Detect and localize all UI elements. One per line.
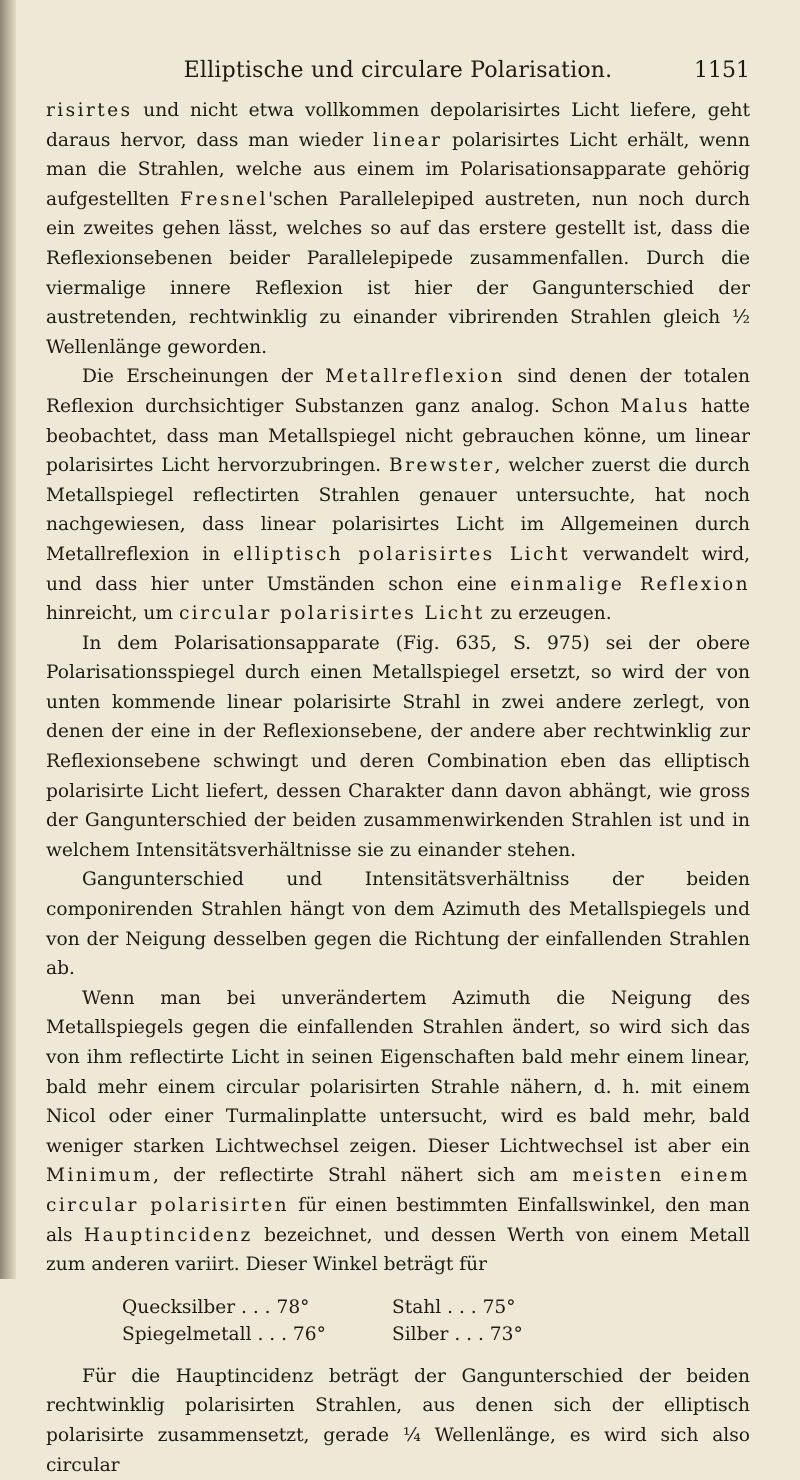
closing-paragraph	[46, 1362, 750, 1480]
page-number: 1151	[694, 58, 750, 83]
running-head	[46, 56, 750, 96]
spaced-emphasis: Fresnel	[179, 188, 269, 210]
text-run: und nicht etwa vollkommen depolarisirtes Licht liefere, geht daraus hervor, dass man wieder	[46, 100, 750, 151]
paragraph-1	[46, 96, 750, 362]
text-run: 'schen Parallelepiped austreten, nun noch durch ein zweites gehen lässt, welches so auf das erstere gestellt ist, dass die Reflexionsebenen beider Parallelepipede zusammenfallen. Durch die viermalige innere Reflexion ist hier der Gangunterschied der austretenden, rechtwinklig zu einander vibrirenden Strahlen gleich ½ Wellenlänge geworden.	[46, 188, 751, 358]
body-text	[46, 96, 750, 1480]
paragraph-5	[46, 984, 750, 1280]
paragraph-3	[46, 629, 750, 866]
book-binding-edge	[0, 0, 16, 1279]
text-run: zu erzeugen.	[484, 603, 612, 625]
spaced-emphasis: Minimum	[46, 1165, 153, 1187]
book-page	[46, 56, 750, 1480]
text-run: verwandelt wird, und dass hier unter Umständen schon eine	[46, 543, 751, 595]
table-cell: Spiegelmetall . . . 76°	[122, 1323, 326, 1345]
hauptincidenz-table	[46, 1294, 750, 1348]
spaced-emphasis: Brewster	[389, 455, 495, 477]
spaced-emphasis: elliptisch polarisirtes Licht	[233, 543, 571, 565]
spaced-emphasis: einmalige Reflexion	[510, 573, 750, 595]
paragraph-4	[46, 865, 750, 983]
text-run: In dem Polarisationsapparate (Fig. 635, S. 975) sei der obere Polarisationsspiegel durch einen Metallspiegel ersetzt, so wird der von unten kommende linear polarisirte Strahl in zwei andere zerlegt, von denen der eine in der Reflexionsebene, der andere aber rechtwinklig zur Reflexionsebene schwingt und deren Combination eben das elliptisch polarisirte Licht liefert, dessen Charakter dann davon abhängt, wie gross der Gangunterschied der beiden zusammenwirkenden Strahlen ist und in welchem Intensitätsverhältnisse sie zu einander stehen.	[46, 632, 750, 861]
paragraph-2	[46, 362, 750, 628]
text-run: für einen bestimmten Einfallswinkel, den man als	[46, 1194, 750, 1246]
text-run: bezeichnet, und dessen Werth von einem Metall zum anderen variirt. Dieser Winkel beträgt für	[46, 1224, 750, 1276]
spaced-emphasis: Hauptincidenz	[83, 1224, 253, 1246]
text-run: Die Erscheinungen der	[82, 366, 326, 388]
spaced-emphasis: linear	[373, 129, 443, 151]
page-title: Elliptische und circulare Polarisation.	[183, 58, 613, 83]
spaced-emphasis: Malus	[620, 395, 690, 417]
text-run: polarisirtes Licht erhält, wenn man die Strahlen, welche aus einem im Polarisationsapparate gehörig aufgestellten	[46, 129, 750, 210]
paragraphs	[46, 96, 750, 1280]
text-run: hatte beobachtet, dass man Metallspiegel nicht gebrauchen könne, um linear polarisirtes Licht hervorzubringen.	[46, 395, 751, 477]
closing-paragraph-container	[46, 1362, 750, 1480]
text-run: Gangunterschied und Intensitätsverhältniss der beiden componirenden Strahlen hängt von dem Azimuth des Metallspiegels und von der Neigung desselben gegen die Richtung der einfallenden Strahlen ab.	[46, 869, 750, 980]
text-run: Für die Hauptincidenz beträgt der Gangunterschied der beiden rechtwinklig polarisirten Strahlen, aus denen sich der elliptisch polarisirte zusammensetzt, gerade ¼ Wellenlänge, es wird sich also circular	[46, 1365, 750, 1476]
spaced-emphasis: risirtes	[46, 100, 133, 121]
spaced-emphasis: Metallreflexion	[325, 366, 505, 388]
table-cell: Stahl . . . 75°	[392, 1296, 516, 1318]
table-cell: Quecksilber . . . 78°	[122, 1296, 310, 1318]
text-run: sind denen der totalen Reflexion durchsichtiger Substanzen ganz analog. Schon	[46, 366, 750, 417]
text-run: Wenn man bei unverändertem Azimuth die Neigung des Metallspiegels gegen die einfallenden Strahlen ändert, so wird sich das von ihm reflectirte Licht in seinen Eigenschaften bald mehr einem linear, bald mehr einem circular polarisirten Strahle nähern, d. h. mit einem Nicol oder einer Turmalinplatte untersucht, wird es bald mehr, bald weniger starken Lichtwechsel zeigen. Dieser Lichtwechsel ist aber ein	[46, 987, 750, 1157]
text-run: , welcher zuerst die durch Metallspiegel reflectirten Strahlen genauer untersuchte, hat noch nachgewiesen, dass linear polarisirtes Licht im Allgemeinen durch Metallreflexion in	[46, 455, 750, 565]
spaced-emphasis: circular polarisirtes Licht	[178, 603, 485, 625]
text-run: hinreicht, um	[46, 603, 179, 625]
spaced-emphasis: meisten einem circular polarisirten	[46, 1165, 750, 1216]
text-run: , der reflectirte Strahl nähert sich am	[152, 1165, 573, 1187]
table-cell: Silber . . . 73°	[392, 1323, 523, 1345]
